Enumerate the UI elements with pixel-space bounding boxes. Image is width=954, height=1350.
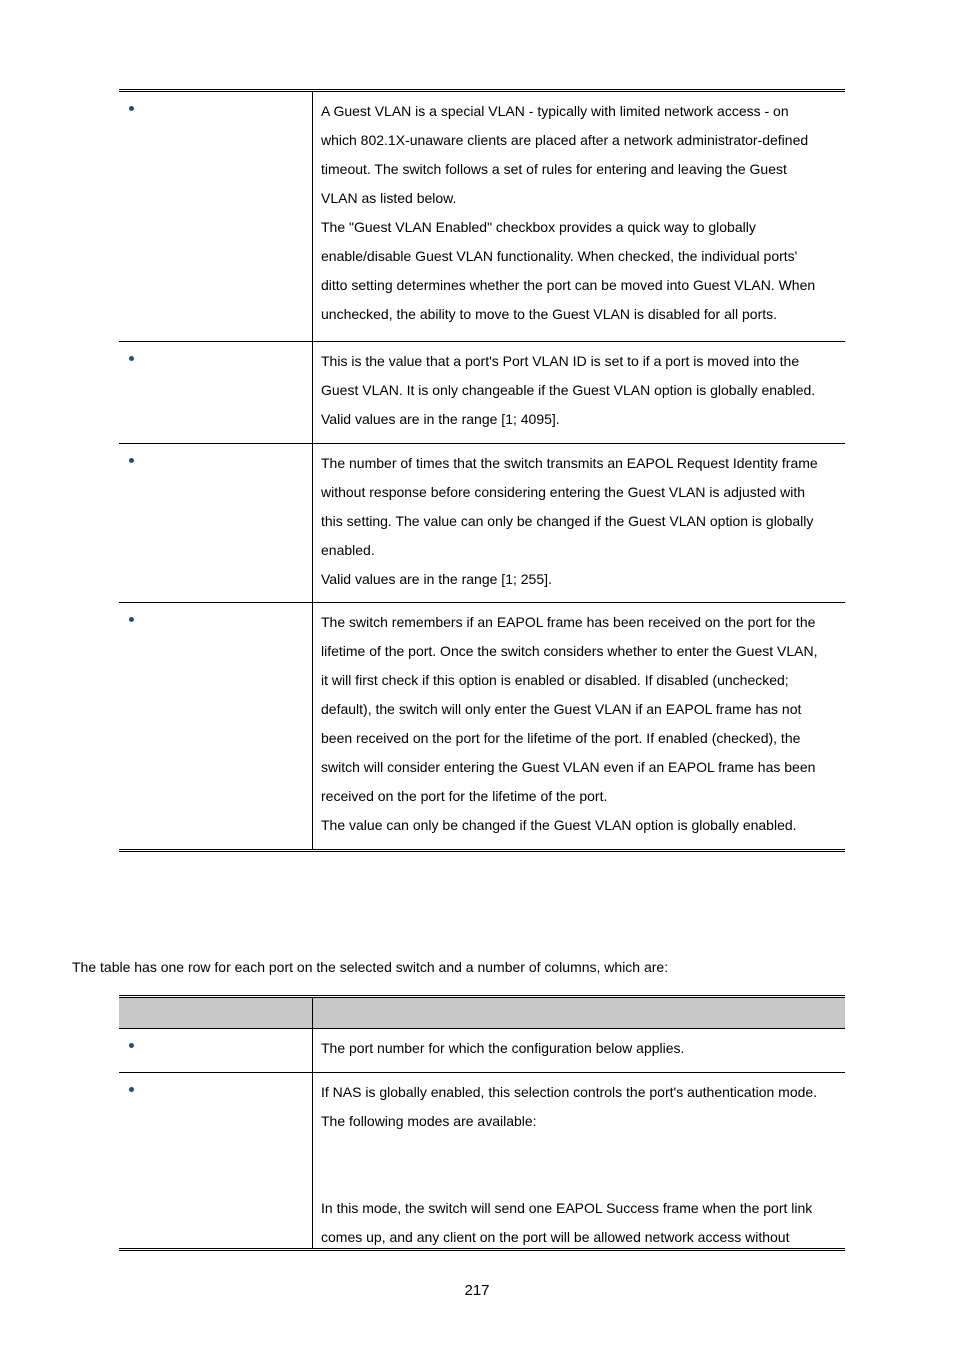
guest-vlan-table — [119, 89, 845, 852]
description-line: switch will consider entering the Guest VLAN even if an EAPOL frame has been — [321, 759, 816, 775]
table-row — [119, 92, 845, 342]
parameter-cell — [119, 342, 313, 443]
table-row — [119, 1073, 845, 1248]
description-line: A Guest VLAN is a special VLAN - typically with limited network access - on — [321, 103, 789, 119]
description-line: In this mode, the switch will send one EAPOL Success frame when the port link — [321, 1200, 813, 1216]
description-line: VLAN as listed below. — [321, 190, 457, 206]
description-line: If NAS is globally enabled, this selection controls the port's authentication mode. — [321, 1084, 818, 1100]
table-bottom-rule — [119, 849, 845, 852]
table-row — [119, 1029, 845, 1073]
description-line: enabled. — [321, 542, 375, 558]
description-line: The switch remembers if an EAPOL frame has been received on the port for the — [321, 614, 816, 630]
bullet-icon — [129, 1087, 134, 1092]
description-line: been received on the port for the lifetime of the port. If enabled (checked), the — [321, 730, 801, 746]
description-line: this setting. The value can only be changed if the Guest VLAN option is globally — [321, 513, 814, 529]
parameter-cell — [119, 444, 313, 602]
description-line: timeout. The switch follows a set of rules for entering and leaving the Guest — [321, 161, 787, 177]
description-line: default), the switch will only enter the Guest VLAN if an EAPOL frame has not — [321, 701, 802, 717]
page-number: 217 — [464, 1282, 490, 1299]
description-line: received on the port for the lifetime of the port. — [321, 788, 608, 804]
bullet-icon — [129, 458, 134, 463]
description-line: The value can only be changed if the Guest VLAN option is globally enabled. — [321, 817, 797, 833]
parameter-cell — [119, 92, 313, 341]
description-line: Guest VLAN. It is only changeable if the Guest VLAN option is globally enabled. — [321, 382, 816, 398]
table-row — [119, 444, 845, 603]
description-cell — [313, 342, 845, 443]
bullet-icon — [129, 617, 134, 622]
parameter-cell — [119, 1029, 313, 1072]
description-line: without response before considering entering the Guest VLAN is adjusted with — [321, 484, 806, 500]
bullet-icon — [129, 356, 134, 361]
table-header — [119, 998, 845, 1029]
parameter-cell — [119, 1073, 313, 1248]
description-cell — [313, 1029, 845, 1072]
bullet-icon — [129, 106, 134, 111]
table-row — [119, 342, 845, 444]
bullet-icon — [129, 1043, 134, 1048]
description-line: enable/disable Guest VLAN functionality. When checked, the individual ports' — [321, 248, 798, 264]
description-cell — [313, 1073, 845, 1248]
description-line: ditto setting determines whether the port can be moved into Guest VLAN. When — [321, 277, 816, 293]
description-line: which 802.1X-unaware clients are placed after a network administrator-defined — [321, 132, 809, 148]
description-cell — [313, 92, 845, 341]
description-line: This is the value that a port's Port VLAN ID is set to if a port is moved into the — [321, 353, 800, 369]
description-line: it will first check if this option is enabled or disabled. If disabled (unchecked; — [321, 672, 789, 688]
description-line: The "Guest VLAN Enabled" checkbox provides a quick way to globally — [321, 219, 756, 235]
description-line: Valid values are in the range [1; 4095]. — [321, 411, 560, 427]
description-line: The following modes are available: — [321, 1113, 537, 1129]
header-cell-description — [313, 998, 845, 1028]
description-line: lifetime of the port. Once the switch considers whether to enter the Guest VLAN, — [321, 643, 818, 659]
description-line: The port number for which the configuration below applies. — [321, 1040, 685, 1056]
header-cell-object — [119, 998, 313, 1028]
description-line: comes up, and any client on the port will be allowed network access without — [321, 1229, 790, 1245]
description-line: unchecked, the ability to move to the Guest VLAN is disabled for all ports. — [321, 306, 778, 322]
description-line: Valid values are in the range [1; 255]. — [321, 571, 552, 587]
parameter-cell — [119, 603, 313, 849]
port-config-table — [119, 995, 845, 1251]
description-line — [321, 1136, 837, 1165]
description-line — [321, 1165, 837, 1194]
intro-paragraph: The table has one row for each port on the selected switch and a number of columns, which are: — [72, 959, 669, 975]
description-cell — [313, 444, 845, 602]
description-line: The number of times that the switch transmits an EAPOL Request Identity frame — [321, 455, 818, 471]
table-row — [119, 603, 845, 849]
description-cell — [313, 603, 845, 849]
